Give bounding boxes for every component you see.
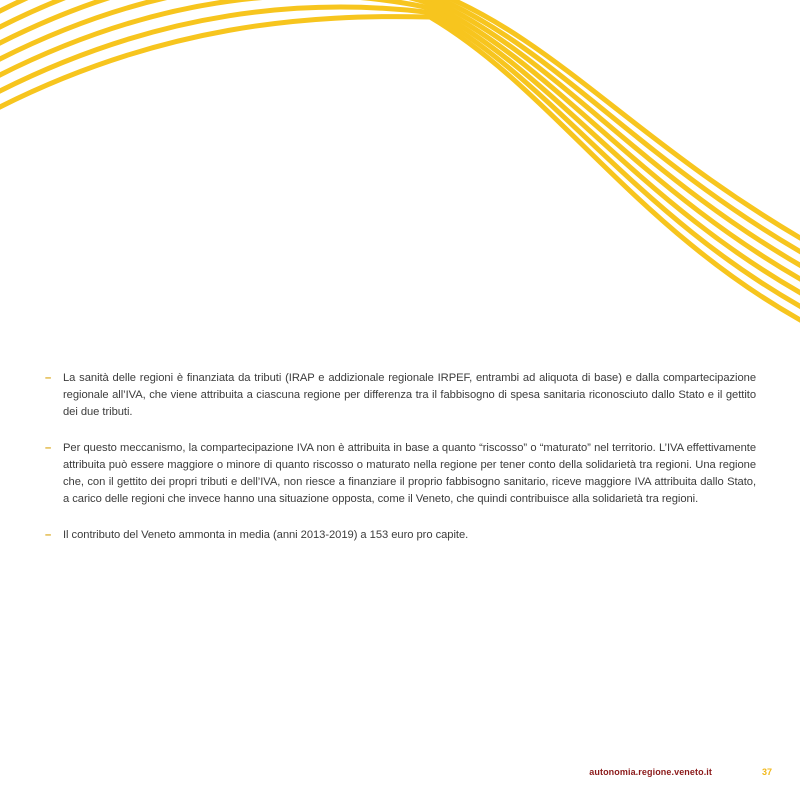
page-number: 37 bbox=[762, 767, 773, 777]
bullet-text: Il contributo del Veneto ammonta in media (anni 2013-2019) a 153 euro pro capite. bbox=[63, 529, 469, 541]
dash-marker: – bbox=[45, 529, 52, 541]
website-footer: autonomia.regione.veneto.it bbox=[589, 767, 712, 777]
list-item bbox=[45, 527, 756, 544]
decorative-wave-lines bbox=[0, 0, 800, 340]
list-item bbox=[45, 440, 756, 508]
bullet-text: La sanità delle regioni è finanziata da tributi (IRAP e addizionale regionale IRPEF, entrambi ad aliquota di base) e dalla compartecipazione regionale all’IVA, che viene attribuita a ciascuna regione per differenza tra il fabbisogno di spesa sanitaria riconosciuto dallo Stato e il gettito dei due tributi. bbox=[63, 372, 756, 418]
list-item bbox=[45, 370, 756, 421]
wave-line bbox=[0, 0, 800, 255]
wave-line bbox=[0, 17, 800, 336]
bullet-text: Per questo meccanismo, la compartecipazione IVA non è attribuita in base a quanto “riscosso” o “maturato” nel territorio. L’IVA effettivamente attribuita può essere maggiore o minore di quanto riscosso o maturato nella regione per tener conto della solidarietà tra regioni. Una regione che, con il gettito dei propri tributi e dell’IVA, non riesce a finanziare il proprio fabbisogno sanitario, riceve maggiore IVA attribuita dallo Stato, a carico delle regioni che invece hanno una situazione opposta, come il Veneto, che quindi contribuisce alla solidarietà tra regioni. bbox=[63, 442, 756, 505]
dash-marker: – bbox=[45, 442, 52, 454]
wave-line bbox=[0, 7, 800, 322]
dash-marker: – bbox=[45, 372, 52, 384]
wave-line-group bbox=[0, 0, 800, 336]
bullet-list bbox=[45, 370, 756, 563]
